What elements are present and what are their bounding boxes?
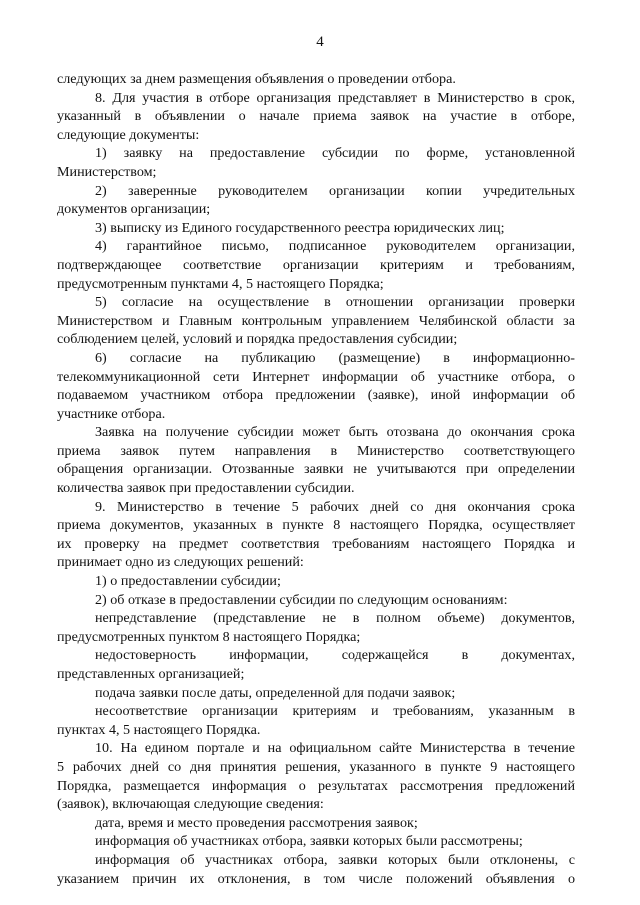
text-line: предусмотренным пунктами 4, 5 настоящего Порядка; — [57, 275, 384, 292]
text-line: участнике отбора. — [57, 405, 166, 422]
text-line: 5) согласие на осуществление в отношении организации проверки — [95, 294, 575, 311]
text-line: 4) гарантийное письмо, подписанное руководителем организации, — [95, 238, 575, 255]
text-line: Порядка, размещается информация о результатах рассмотрения предложений — [57, 777, 575, 794]
text-line: представленных организацией; — [57, 666, 245, 682]
text-line: количества заявок при предоставлении субсидии. — [57, 480, 355, 497]
text-line: 10. На едином портале и на официальном сайте Министерства в течение — [95, 740, 575, 757]
text-line: 2) заверенные руководителем организации копии учредительных — [95, 182, 575, 199]
text-line: подача заявки после даты, определенной для подачи заявок; — [95, 684, 456, 701]
text-line: непредставление (представление не в полном объеме) документов, — [95, 610, 575, 627]
text-line: обращения организации. Отозванные заявки не учитываются при определении — [57, 461, 575, 478]
text-line: Министерством и Главным контрольным управлением Челябинской области за — [57, 312, 575, 329]
text-line: недостоверность информации, содержащейся в документах, — [95, 647, 575, 664]
text-line: дата, время и место проведения рассмотрения заявок; — [95, 814, 418, 831]
text-line: 8. Для участия в отборе организация представляет в Министерство в срок, — [95, 89, 575, 106]
text-line: указанием причин их отклонения, в том числе положений объявления о — [57, 870, 575, 887]
text-line: 6) согласие на публикацию (размещение) в информационно- — [95, 349, 575, 366]
text-line: телекоммуникационной сети Интернет информации об участнике отбора, о — [57, 368, 575, 385]
text-line: информация об участниках отбора, заявки которых были отклонены, с — [95, 851, 575, 868]
text-line: указанный в объявлении о начале приема заявок на участие в отборе, — [57, 108, 575, 125]
text-line: документов организации; — [57, 201, 211, 218]
text-line: (заявок), включающая следующие сведения: — [57, 796, 324, 813]
text-line: следующие документы: — [57, 126, 200, 143]
text-line: приема заявок путем направления в Министерство соответствующего — [57, 442, 575, 459]
text-line: соблюдением целей, условий и порядка предоставления субсидии; — [57, 331, 458, 348]
text-line: несоответствие организации критериям и требованиям, указанным в — [95, 703, 575, 720]
text-line: принимает одно из следующих решений: — [57, 554, 304, 571]
page-number: 4 — [316, 34, 324, 50]
text-line: подтверждающее соответствие организации критериям и требованиям, — [57, 256, 575, 273]
text-line: пунктах 4, 5 настоящего Порядка. — [57, 721, 261, 738]
text-line: 3) выписку из Единого государственного реестра юридических лиц; — [95, 219, 505, 236]
text-line: Заявка на получение субсидии может быть отозвана до окончания срока — [95, 424, 575, 441]
text-line: 1) заявку на предоставление субсидии по форме, установленной — [95, 145, 575, 162]
text-line: 2) об отказе в предоставлении субсидии по следующим основаниям: — [95, 591, 508, 608]
text-line: приема документов, указанных в пункте 8 настоящего Порядка, осуществляет — [57, 517, 575, 534]
text-line: 1) о предоставлении субсидии; — [95, 573, 281, 590]
text-line: следующих за днем размещения объявления о проведении отбора. — [57, 71, 456, 87]
text-line: информация об участниках отбора, заявки которых были рассмотрены; — [95, 833, 523, 850]
document-body — [57, 70, 575, 888]
text-line: их проверку на предмет соответствия требованиям настоящего Порядка и — [57, 535, 575, 552]
text-line: 5 рабочих дней со дня принятия решения, указанного в пункте 9 настоящего — [57, 758, 575, 775]
text-line: предусмотренных пунктом 8 настоящего Порядка; — [57, 628, 361, 645]
text-line: Министерством; — [57, 163, 157, 180]
text-line: 9. Министерство в течение 5 рабочих дней со дня окончания срока — [95, 498, 575, 515]
text-line: подаваемом участником отбора предложении (заявке), иной информации об — [57, 387, 575, 404]
